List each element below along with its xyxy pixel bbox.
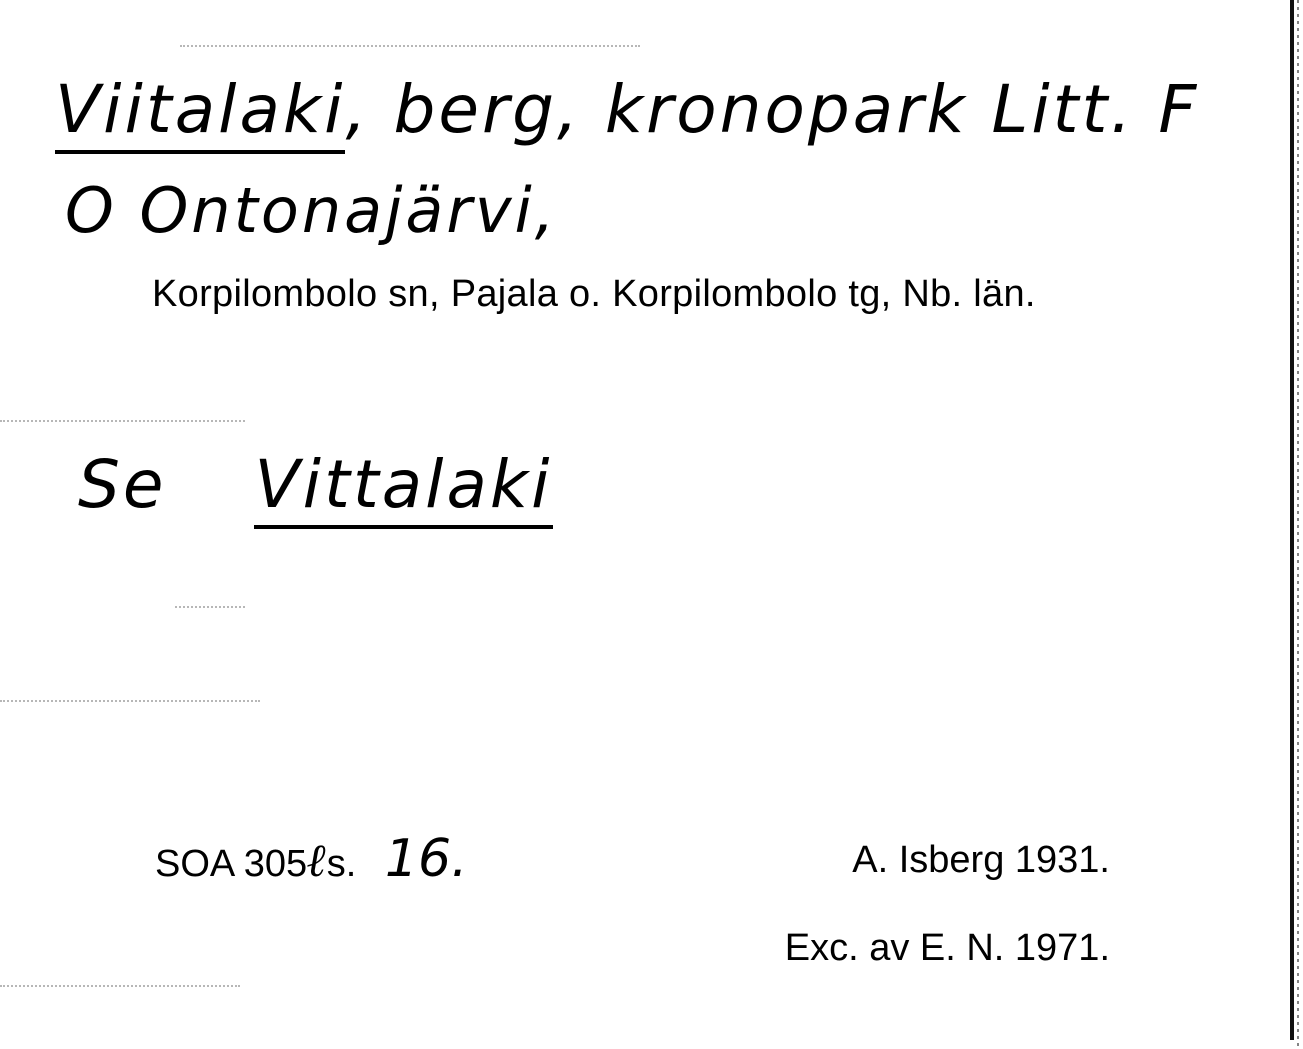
scan-noise <box>0 420 245 422</box>
collector: A. Isberg 1931. <box>852 839 1110 881</box>
scan-noise <box>175 606 245 608</box>
source-suffix: s. <box>326 843 357 885</box>
scan-noise <box>180 45 640 47</box>
source-typed: SOA 305 <box>155 843 308 885</box>
see-reference <box>78 445 553 525</box>
scan-noise <box>0 985 240 987</box>
heading-line <box>55 70 1199 150</box>
parish-line: Korpilombolo sn, Pajala o. Korpilombolo tg, Nb. län. <box>152 273 1036 315</box>
see-prefix: Se <box>78 446 167 523</box>
source-mark: ℓ <box>307 833 327 887</box>
see-target: Vittalaki <box>254 446 552 529</box>
card-edge <box>1290 0 1294 1040</box>
source-page: 16. <box>384 829 468 889</box>
source-reference <box>155 829 468 889</box>
excerpt-note: Exc. av E. N. 1971. <box>784 927 1110 969</box>
location-line: O Ontonajärvi, <box>65 174 558 247</box>
headword: Viitalaki <box>55 71 345 154</box>
card-edge-shadow <box>1297 0 1299 1049</box>
scan-noise <box>0 700 260 702</box>
heading-rest: , berg, kronopark Litt. F <box>345 71 1200 148</box>
